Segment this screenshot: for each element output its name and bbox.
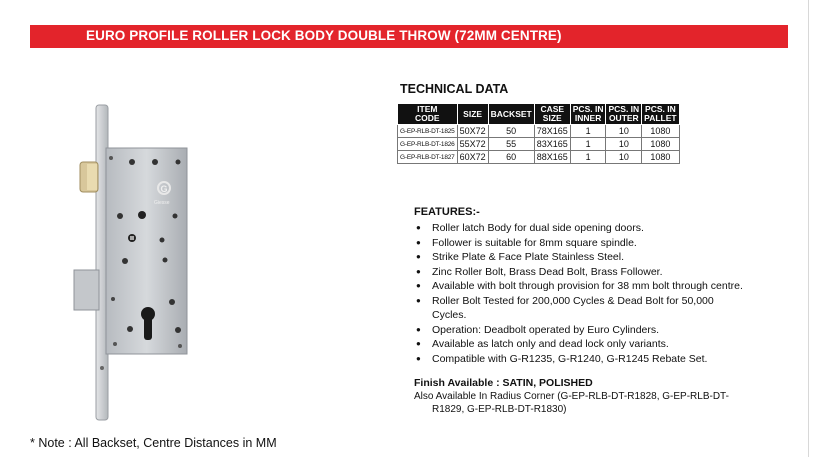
cell-backset: 50	[488, 125, 534, 138]
features-heading: FEATURES:-	[414, 206, 480, 218]
feature-item: ● Zinc Roller Bolt, Brass Dead Bolt, Brass Follower.	[414, 265, 744, 280]
cell-size: 60X72	[457, 151, 488, 164]
table-row	[398, 151, 680, 164]
cell-pcs-inner: 1	[570, 151, 606, 164]
cell-pcs-outer: 10	[606, 138, 642, 151]
cell-item-code: G-EP-RLB-DT-1827	[398, 151, 458, 164]
finish-heading: Finish Available : SATIN, POLISHED	[414, 377, 593, 389]
col-pcs-inner: PCS. IN INNER	[570, 104, 606, 125]
technical-data-table	[397, 103, 680, 164]
radius-corner-line-2: R1829, G-EP-RLB-DT-R1830)	[432, 404, 567, 415]
cell-case-size: 88X165	[534, 151, 570, 164]
features-list	[414, 221, 744, 366]
cell-pcs-pallet: 1080	[642, 125, 679, 138]
table-header-row	[398, 104, 680, 125]
features-section	[414, 206, 744, 366]
feature-item: ● Roller Bolt Tested for 200,000 Cycles & Dead Bolt for 50,000 Cycles.	[414, 294, 744, 323]
table-row	[398, 138, 680, 151]
cell-case-size: 78X165	[534, 125, 570, 138]
page-title: EURO PROFILE ROLLER LOCK BODY DOUBLE THROW (72MM CENTRE)	[86, 28, 562, 43]
col-item-code: ITEM CODE	[398, 104, 458, 125]
cell-item-code: G-EP-RLB-DT-1825	[398, 125, 458, 138]
lock-body-image	[70, 100, 190, 422]
cell-pcs-inner: 1	[570, 138, 606, 151]
footnote: * Note : All Backset, Centre Distances in MM	[30, 436, 277, 450]
cell-backset: 60	[488, 151, 534, 164]
technical-data-heading: TECHNICAL DATA	[400, 82, 509, 96]
page-divider	[808, 0, 809, 457]
feature-item: ● Operation: Deadbolt operated by Euro Cylinders.	[414, 323, 744, 338]
col-backset: BACKSET	[488, 104, 534, 125]
feature-item: ● Compatible with G-R1235, G-R1240, G-R1245 Rebate Set.	[414, 352, 744, 367]
feature-item: ● Roller latch Body for dual side opening doors.	[414, 221, 744, 236]
cell-pcs-pallet: 1080	[642, 151, 679, 164]
title-bar	[30, 25, 788, 48]
feature-item: ● Follower is suitable for 8mm square spindle.	[414, 236, 744, 251]
col-pcs-pallet: PCS. IN PALLET	[642, 104, 679, 125]
radius-corner-line-1: Also Available In Radius Corner (G-EP-RLB-DT-R1828, G-EP-RLB-DT-	[414, 391, 729, 402]
table-row	[398, 125, 680, 138]
col-pcs-outer: PCS. IN OUTER	[606, 104, 642, 125]
cell-size: 50X72	[457, 125, 488, 138]
cell-pcs-outer: 10	[606, 151, 642, 164]
col-case-size: CASE SIZE	[534, 104, 570, 125]
col-size: SIZE	[457, 104, 488, 125]
logo-text: Giesse	[154, 200, 170, 206]
finish-section	[414, 377, 744, 416]
feature-item: ● Strike Plate & Face Plate Stainless Steel.	[414, 250, 744, 265]
cell-backset: 55	[488, 138, 534, 151]
feature-item: ● Available as latch only and dead lock only variants.	[414, 337, 744, 352]
cell-item-code: G-EP-RLB-DT-1826	[398, 138, 458, 151]
cell-pcs-inner: 1	[570, 125, 606, 138]
logo-mark: G	[160, 184, 168, 194]
cell-pcs-pallet: 1080	[642, 138, 679, 151]
feature-item: ● Available with bolt through provision for 38 mm bolt through centre.	[414, 279, 744, 294]
cell-case-size: 83X165	[534, 138, 570, 151]
cell-size: 55X72	[457, 138, 488, 151]
cell-pcs-outer: 10	[606, 125, 642, 138]
